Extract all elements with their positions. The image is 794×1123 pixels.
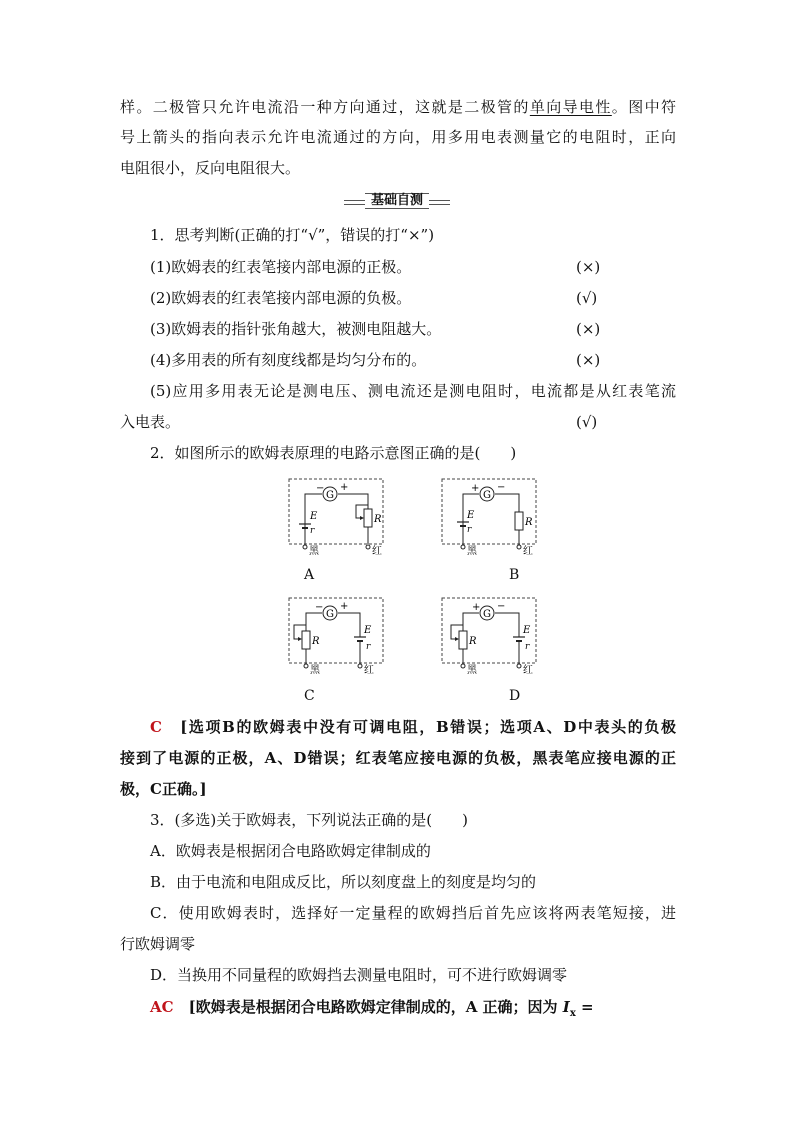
q1-item-3-mark: (×) bbox=[576, 320, 601, 338]
section-heading bbox=[344, 191, 450, 211]
q1-item-5-line-1: (5)应用多用表无论是测电压、测电流还是测电阻时，电流都是从红表笔流 bbox=[150, 382, 676, 400]
intro-text: 。图中符 bbox=[611, 98, 676, 116]
galvanometer-label: G bbox=[326, 609, 334, 620]
option-label-b: B bbox=[509, 567, 520, 583]
circuit-diagram-d bbox=[441, 597, 537, 675]
intro-line-2: 号上箭头的指向表示允许电流通过的方向，用多用电表测量它的电阻时，正向 bbox=[120, 128, 676, 146]
slider-arrow-icon bbox=[360, 516, 364, 520]
plus-sign: + bbox=[472, 602, 481, 613]
current-symbol: I bbox=[562, 998, 570, 1016]
terminal-icon bbox=[304, 664, 308, 668]
q2-explanation-line-3: 极，C正确。] bbox=[120, 780, 207, 798]
q3-prompt: 3．(多选)关于欧姆表，下列说法正确的是( ) bbox=[150, 811, 468, 829]
resistor-label: R bbox=[312, 636, 320, 647]
q3-option-b: B．由于电流和电阻成反比，所以刻度盘上的刻度是均匀的 bbox=[150, 873, 537, 891]
terminal-icon bbox=[517, 545, 521, 549]
plus-sign: + bbox=[471, 483, 480, 494]
circuit-diagram-a bbox=[288, 478, 384, 556]
equals-sign: = bbox=[575, 998, 594, 1016]
emf-label: E bbox=[523, 625, 531, 636]
q2-explanation-line-1 bbox=[150, 716, 676, 738]
q1-item-2-mark: (√) bbox=[576, 289, 598, 307]
circuit-diagram-b bbox=[441, 478, 537, 556]
minus-sign: − bbox=[497, 482, 506, 493]
terminal-icon bbox=[461, 664, 465, 668]
red-terminal-label: 红 bbox=[523, 546, 533, 556]
intro-text: 样。二极管只允许电流沿一种方向通过，这就是二极管的 bbox=[120, 98, 530, 116]
plus-sign: + bbox=[340, 482, 349, 493]
emf-label: E bbox=[364, 625, 372, 636]
resistor-label: R bbox=[469, 636, 477, 647]
q1-item-2: (2)欧姆表的红表笔接内部电源的负极。 bbox=[150, 289, 412, 307]
emf-label: E bbox=[467, 510, 475, 521]
q2-prompt: 2．如图所示的欧姆表原理的电路示意图正确的是( ) bbox=[150, 444, 517, 462]
resistor-icon bbox=[459, 631, 467, 649]
q2-answer: C bbox=[150, 718, 162, 736]
r-label: r bbox=[525, 642, 530, 652]
black-terminal-label: 黑 bbox=[467, 665, 477, 675]
q1-item-5-mark: (√) bbox=[576, 413, 598, 431]
red-terminal-label: 红 bbox=[372, 546, 382, 556]
black-terminal-label: 黑 bbox=[467, 546, 477, 556]
galvanometer-label: G bbox=[326, 490, 334, 501]
resistor-icon bbox=[515, 512, 523, 530]
red-terminal-label: 红 bbox=[364, 665, 374, 675]
unidirectional-term: 单向导电性 bbox=[529, 98, 612, 116]
resistor-icon bbox=[364, 509, 372, 527]
r-label: r bbox=[310, 526, 315, 536]
option-label-d: D bbox=[509, 688, 521, 704]
q1-item-5-line-2: 入电表。 bbox=[120, 413, 181, 431]
slider-arrow-icon bbox=[455, 637, 459, 641]
q3-explanation bbox=[150, 996, 676, 1025]
q2-explanation-text: [选项B的欧姆表中没有可调电阻，B错误；选项A、D中表头的负极 bbox=[180, 718, 676, 736]
terminal-icon bbox=[358, 664, 362, 668]
terminal-icon bbox=[461, 545, 465, 549]
circuit-diagram-c bbox=[288, 597, 384, 675]
section-heading-label: 基础自测 bbox=[365, 193, 429, 209]
r-label: r bbox=[366, 642, 371, 652]
q3-option-c-line-1: C．使用欧姆表时，选择好一定量程的欧姆挡后首先应该将两表笔短接，进 bbox=[150, 904, 676, 922]
q3-explanation-text: [欧姆表是根据闭合电路欧姆定律制成的，A 正确；因为 bbox=[188, 998, 558, 1016]
terminal-icon bbox=[303, 545, 307, 549]
q1-item-4-mark: (×) bbox=[576, 351, 601, 369]
q1-item-3: (3)欧姆表的指针张角越大，被测电阻越大。 bbox=[150, 320, 442, 338]
resistor-label: R bbox=[525, 517, 533, 528]
q1-item-1: (1)欧姆表的红表笔接内部电源的正极。 bbox=[150, 258, 412, 276]
plus-sign: + bbox=[340, 601, 349, 612]
q3-option-a: A．欧姆表是根据闭合电路欧姆定律制成的 bbox=[150, 842, 431, 860]
resistor-label: R bbox=[374, 514, 382, 525]
minus-sign: − bbox=[316, 483, 325, 494]
q3-option-c-line-2: 行欧姆调零 bbox=[120, 935, 196, 953]
slider-arrow-icon bbox=[298, 637, 302, 641]
minus-sign: − bbox=[315, 602, 324, 613]
red-terminal-label: 红 bbox=[523, 665, 533, 675]
galvanometer-label: G bbox=[483, 490, 491, 501]
q2-explanation-line-2: 接到了电源的正极，A、D错误；红表笔应接电源的负极，黑表笔应接电源的正 bbox=[120, 749, 676, 767]
emf-label: E bbox=[310, 511, 318, 522]
minus-sign: − bbox=[497, 601, 506, 612]
q3-option-d: D．当换用不同量程的欧姆挡去测量电阻时，可不进行欧姆调零 bbox=[150, 966, 568, 984]
terminal-icon bbox=[517, 664, 521, 668]
option-label-a: A bbox=[304, 567, 315, 583]
galvanometer-label: G bbox=[483, 609, 491, 620]
intro-line-3: 电阻很小，反向电阻很大。 bbox=[120, 159, 301, 177]
r-label: r bbox=[467, 525, 472, 535]
black-terminal-label: 黑 bbox=[310, 665, 320, 675]
resistor-icon bbox=[302, 631, 310, 649]
terminal-icon bbox=[366, 545, 370, 549]
q1-item-4: (4)多用表的所有刻度线都是均匀分布的。 bbox=[150, 351, 427, 369]
option-label-c: C bbox=[304, 688, 315, 704]
q1-item-1-mark: (×) bbox=[576, 258, 601, 276]
q1-prompt: 1．思考判断(正确的打“√”，错误的打“×”) bbox=[150, 226, 435, 244]
black-terminal-label: 黑 bbox=[309, 546, 319, 556]
q3-answer: AC bbox=[150, 998, 174, 1016]
current-subscript: x bbox=[569, 1008, 576, 1019]
intro-line-1 bbox=[120, 96, 676, 118]
